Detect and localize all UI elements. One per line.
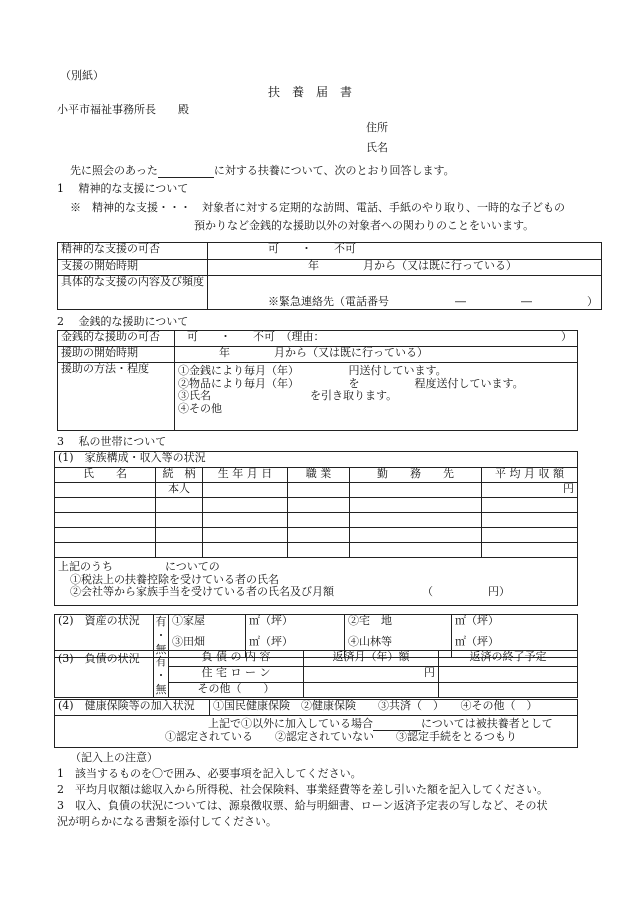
asset-field[interactable]: ③田畑: [169, 636, 246, 658]
household-table: [54, 451, 578, 606]
section2-heading: 2 金銭的な援助について: [57, 315, 189, 328]
note-2: 2 平均月収額は総収入から所得税、社会保険料、事業経費等を差し引いた額を記入してください。: [57, 783, 548, 796]
dot-mark: ・: [155, 629, 167, 642]
financial-support-choice[interactable]: 可 ・ 不可 （理由： ）: [175, 331, 578, 347]
cell[interactable]: [156, 543, 203, 558]
asset-house[interactable]: ①家屋: [169, 615, 246, 637]
cell[interactable]: [156, 513, 203, 528]
asset-land-unit: ㎡（坪）: [452, 615, 578, 637]
cell[interactable]: [55, 528, 156, 543]
debt-other[interactable]: その他（ ）: [169, 682, 304, 697]
cell[interactable]: [55, 498, 156, 513]
dot-mark: ・: [155, 669, 167, 682]
table-row: [55, 483, 578, 498]
support-start-value[interactable]: 年 月から（又は既に行っている）: [208, 260, 602, 276]
cell[interactable]: [482, 528, 578, 543]
self-relation: 本人: [156, 483, 203, 498]
financial-support-label: 金銭的な援助の可否: [58, 331, 175, 347]
debts-label: (3) 負債の状況: [55, 651, 154, 698]
asset-forest[interactable]: ④山林等: [345, 636, 452, 658]
cell[interactable]: [55, 513, 156, 528]
mental-support-label: 精神的な支援の可否: [58, 243, 208, 260]
note-3-line1: 3 収入、負債の状況については、源泉徴収票、給与明細書、ローン返済予定表の写しなど、その状: [57, 799, 548, 812]
intro-suffix: に対する扶養について、次のとおり回答します。: [213, 164, 455, 177]
no-mark[interactable]: 無: [155, 683, 167, 696]
col-workplace: 勤 務 先: [350, 468, 482, 483]
section1-note-line1: ※ 精神的な支援・・・ 対象者に対する定期的な訪問、電話、手紙のやり取り、一時的な子どもの: [70, 201, 565, 214]
cell[interactable]: [482, 543, 578, 558]
tax-dependents: ①税法上の扶養控除を受けている者の氏名: [70, 572, 279, 586]
cell[interactable]: [203, 528, 288, 543]
debt-end-header: 返済の終了予定: [439, 651, 578, 667]
emergency-contact[interactable]: ※緊急連絡先（電話番号 ― ― ）: [208, 276, 602, 310]
annex-label: （別紙）: [60, 69, 104, 82]
cell[interactable]: [350, 528, 482, 543]
insurance-options[interactable]: ①国民健康保険 ②健康保険 ③共済（ ） ④その他（ ）: [210, 700, 578, 716]
section1-note-line2: 預かりなど金銭的な援助以外の対象者への関わりのことをいいます。: [194, 219, 535, 232]
cell[interactable]: [156, 498, 203, 513]
intro-text: [70, 165, 455, 178]
cell[interactable]: [288, 498, 350, 513]
table-row: [55, 528, 578, 543]
financial-method-options[interactable]: [175, 363, 578, 431]
cell[interactable]: [55, 483, 156, 498]
insurance-other-suffix: については被扶養者として: [421, 717, 553, 730]
support-detail-label: 具体的な支援の内容及び頻度: [58, 276, 208, 310]
name-label: 氏名: [366, 141, 388, 154]
cell[interactable]: [203, 513, 288, 528]
asset-house-unit: ㎡（坪）: [246, 615, 345, 637]
method-goods[interactable]: ②物品により毎月（年） を 程度送付しています。: [178, 376, 524, 390]
cell[interactable]: [288, 483, 350, 498]
among-label-b: についての: [165, 560, 220, 573]
assets-label: (2) 資産の状況: [55, 615, 154, 658]
cell[interactable]: [288, 543, 350, 558]
cell[interactable]: [350, 543, 482, 558]
financial-start-value[interactable]: 年 月から（又は既に行っている）: [175, 347, 578, 363]
intro-prefix: 先に照会のあった: [70, 164, 158, 177]
table-row: [55, 498, 578, 513]
cell[interactable]: [482, 498, 578, 513]
insurance-other-prefix: 上記で①以外に加入している場合: [208, 717, 373, 730]
document-title: 扶 養 届 書: [268, 85, 353, 99]
cell[interactable]: [288, 513, 350, 528]
debt-amount-header: 返済月（年）額: [304, 651, 439, 667]
col-dob: 生 年 月 日: [203, 468, 288, 483]
note-3-line2: 況が明らかになる書類を添付してください。: [57, 815, 277, 828]
allowance-recipients: ②会社等から家族手当を受けている者の氏名及び月額: [70, 585, 334, 599]
asset-forest-unit: ㎡（坪）: [452, 636, 578, 658]
col-relation: 続 柄: [156, 468, 203, 483]
support-start-label: 支援の開始時期: [58, 260, 208, 276]
insurance-label: (4) 健康保険等の加入状況: [55, 700, 210, 716]
cell[interactable]: [439, 682, 578, 697]
cell[interactable]: [203, 483, 288, 498]
financial-method-label: 援助の方法・程度: [58, 363, 175, 431]
note-1: 1 該当するものを〇で囲み、必要事項を記入してください。: [57, 767, 362, 780]
cell[interactable]: [304, 682, 439, 697]
intro-blank[interactable]: [158, 177, 214, 178]
debt-home-loan: 住 宅 ロ ー ン: [169, 667, 304, 682]
financial-support-table: [57, 330, 578, 431]
cell[interactable]: [350, 498, 482, 513]
dependents-block: [55, 558, 578, 606]
insurance-dependent-options[interactable]: ①認定されている ②認定されていない ③認定手続をとるつもり: [165, 729, 517, 743]
col-income: 平 均 月 収 額: [482, 468, 578, 483]
allowance-amount[interactable]: （ 円）: [422, 585, 510, 599]
insurance-dependent-block: [55, 716, 578, 748]
mental-support-choice[interactable]: 可 ・ 不可: [208, 243, 602, 260]
debt-home-loan-yen: 円: [304, 667, 439, 682]
cell[interactable]: [203, 498, 288, 513]
section1-heading: 1 精神的な支援について: [57, 182, 189, 195]
cell[interactable]: [203, 543, 288, 558]
table-row: [55, 513, 578, 528]
cell[interactable]: [288, 528, 350, 543]
yes-mark[interactable]: 有: [155, 615, 167, 628]
cell[interactable]: [350, 513, 482, 528]
yes-mark[interactable]: 有: [155, 655, 167, 668]
asset-land[interactable]: ②宅 地: [345, 615, 452, 637]
table-row: [55, 543, 578, 558]
method-other[interactable]: ④その他: [178, 401, 222, 415]
asset-field-unit: ㎡（坪）: [246, 636, 345, 658]
among-label-a: 上記のうち: [58, 560, 113, 573]
col-name: 氏 名: [55, 468, 156, 483]
debts-table: [54, 650, 578, 698]
cell[interactable]: [55, 543, 156, 558]
debt-content-header: 負 債 の 内 容: [169, 651, 304, 667]
no-mark[interactable]: 無: [155, 643, 167, 656]
insurance-table: [54, 699, 578, 748]
financial-start-label: 援助の開始時期: [58, 347, 175, 363]
cell[interactable]: [439, 667, 578, 682]
addressee: 小平市福祉事務所長 殿: [57, 103, 189, 116]
cell[interactable]: [350, 483, 482, 498]
debts-yes-no[interactable]: [154, 651, 169, 698]
notes-title: （記入上の注意）: [70, 751, 158, 764]
col-occupation: 職 業: [288, 468, 350, 483]
cell[interactable]: [482, 513, 578, 528]
family-status-heading: (1) 家族構成・収入等の状況: [55, 452, 578, 468]
method-cash[interactable]: ①金銭により毎月（年） 円送付しています。: [178, 364, 447, 377]
method-takein[interactable]: ③氏名 を引き取ります。: [178, 389, 398, 403]
mental-support-table: [57, 242, 602, 310]
income-yen: 円: [482, 483, 578, 498]
cell[interactable]: [156, 528, 203, 543]
address-label: 住所: [366, 121, 388, 134]
section3-heading: 3 私の世帯について: [57, 435, 167, 448]
